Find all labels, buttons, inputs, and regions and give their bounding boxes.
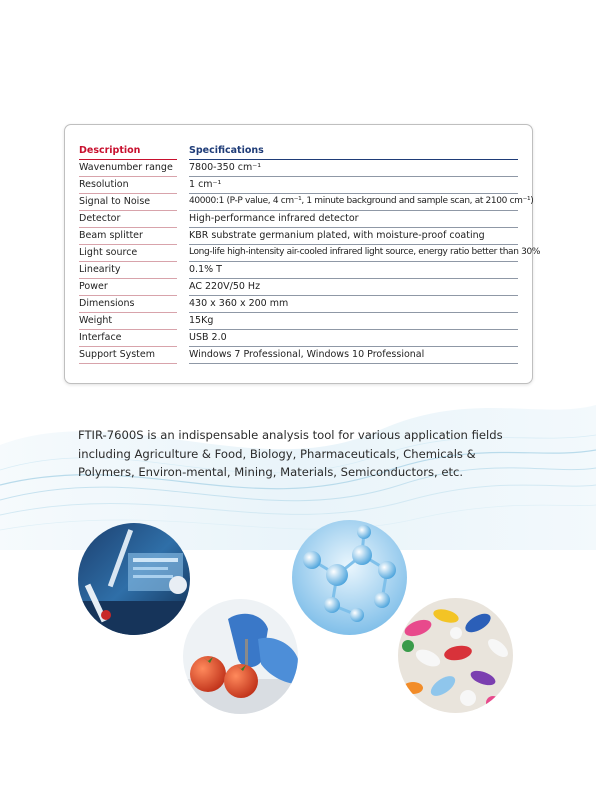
table-row <box>79 346 518 363</box>
description-header: Description <box>79 142 177 160</box>
table-row <box>79 227 518 244</box>
spec-label: Interface <box>79 329 177 347</box>
spec-value: High-performance infrared detector <box>189 210 518 228</box>
table-row <box>79 295 518 312</box>
spec-value: 7800-350 cm⁻¹ <box>189 159 518 177</box>
table-row <box>79 261 518 278</box>
table-row <box>79 193 534 210</box>
molecule-structure-photo <box>292 520 407 635</box>
specifications-table <box>79 142 541 363</box>
spec-label: Wavenumber range <box>79 159 177 177</box>
table-row <box>79 176 518 193</box>
spec-label: Beam splitter <box>79 227 177 245</box>
spec-label: Light source <box>79 244 177 262</box>
table-row <box>79 159 518 176</box>
table-row <box>79 329 518 346</box>
spec-label: Linearity <box>79 261 177 279</box>
spec-label: Power <box>79 278 177 296</box>
spec-label: Weight <box>79 312 177 330</box>
table-row <box>79 244 541 261</box>
spec-value: 0.1% T <box>189 261 518 279</box>
table-header-row <box>79 142 518 159</box>
laboratory-pipette-photo <box>78 523 190 635</box>
spec-value: Windows 7 Professional, Windows 10 Professional <box>189 346 518 364</box>
spec-value: AC 220V/50 Hz <box>189 278 518 296</box>
spec-label: Signal to Noise <box>79 193 177 211</box>
spec-label: Resolution <box>79 176 177 194</box>
spec-label: Dimensions <box>79 295 177 313</box>
spec-value: USB 2.0 <box>189 329 518 347</box>
spec-value: 40000:1 (P-P value, 4 cm⁻¹, 1 minute background and sample scan, at 2100 cm⁻¹) <box>189 193 518 211</box>
spec-label: Support System <box>79 346 177 364</box>
spec-value: 15Kg <box>189 312 518 330</box>
pills-capsules-photo <box>398 598 513 713</box>
spec-value: Long-life high-intensity air-cooled infrared light source, energy ratio better than 30% <box>189 244 518 262</box>
spec-value: KBR substrate germanium plated, with moisture-proof coating <box>189 227 518 245</box>
spec-value: 430 x 360 x 200 mm <box>189 295 518 313</box>
spec-value: 1 cm⁻¹ <box>189 176 518 194</box>
spec-label: Detector <box>79 210 177 228</box>
specifications-card <box>64 124 541 384</box>
tomato-testing-photo <box>183 599 298 714</box>
intro-paragraph: FTIR-7600S is an indispensable analysis tool for various application fields including Agriculture & Food, Biology, Pharmaceuticals, Chemicals & Polymers, Environ-mental, Mining, Materials, Semiconductors, etc. <box>78 428 503 479</box>
table-row <box>79 210 518 227</box>
table-row <box>79 312 518 329</box>
specifications-header: Specifications <box>189 142 518 160</box>
table-row <box>79 278 518 295</box>
